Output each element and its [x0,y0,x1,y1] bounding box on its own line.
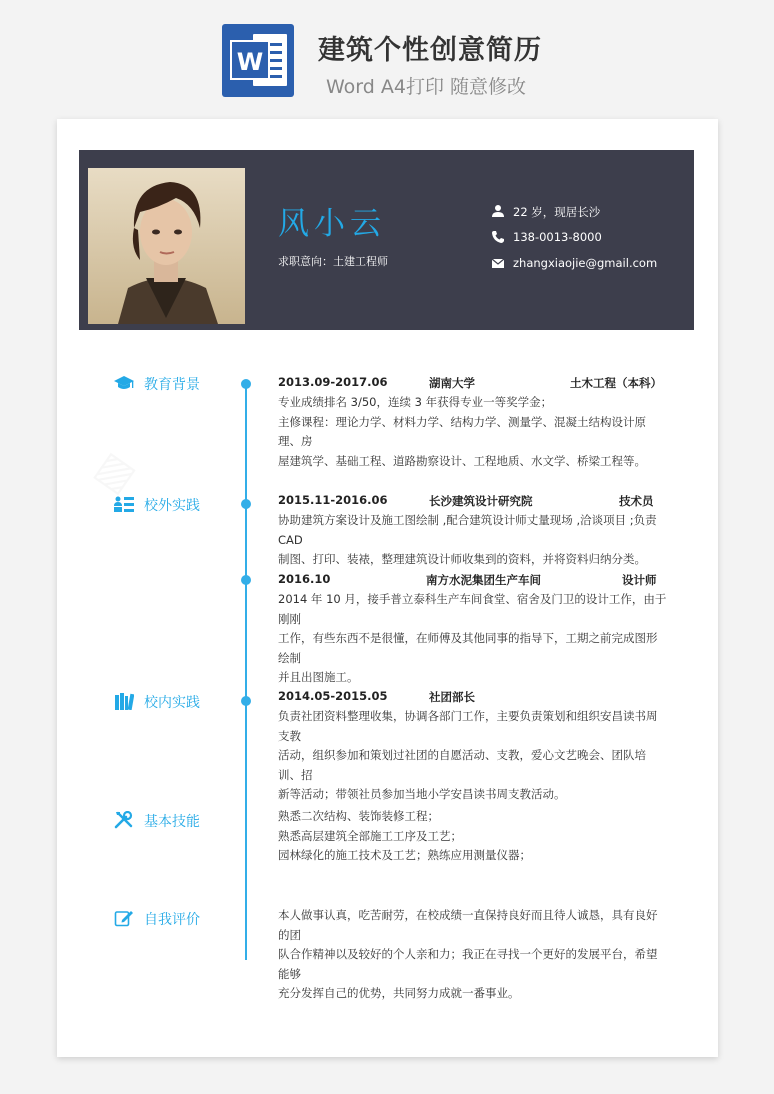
profile-banner [79,150,694,330]
entry-date: 2013.09-2017.06 [278,375,388,389]
entry-line: 活动，组织参加和策划过社团的自愿活动、支教，爱心文艺晚会、团队培训、招 [278,748,646,782]
entry-line: 专业成绩排名 3/50，连续 3 年获得专业一等奖学金； [278,395,553,409]
timeline-dot [241,575,251,585]
section-label: 基本技能 [144,814,200,830]
entry-line: 熟悉二次结构、装饰装修工程； [278,809,439,823]
internal-entry [278,689,668,805]
word-icon-letter: W [230,40,270,80]
external-entry [278,572,668,688]
entry-role: 设计师 [622,573,657,587]
header-title: 建筑个性创意简历 [318,35,542,66]
education-entry [278,375,668,471]
edit-icon [114,909,134,927]
phone-icon [491,230,505,244]
entry-line: 工作，有些东西不是很懂，在师傅及其他同事的指导下，工期之前完成图形绘制 [278,631,658,665]
person-icon [491,204,505,218]
external-entry [278,493,668,570]
entry-line: 本人做事认真，吃苦耐劳，在校成绩一直保持良好而且待人诚恳，具有良好的团 [278,908,658,942]
tools-icon [114,811,134,829]
skills-entry [278,807,668,866]
contact-text: 138-0013-8000 [513,230,602,244]
header-subtitle: Word A4打印 随意修改 [326,76,527,98]
entry-date: 2014.05-2015.05 [278,689,388,703]
entry-line: 熟悉高层建筑全部施工工序及工艺； [278,828,462,843]
entry-line: 园林绿化的施工技术及工艺；熟练应用测量仪器； [278,848,531,862]
contact-text: zhangxiaojie@gmail.com [513,256,658,270]
resume-page [57,119,718,1057]
entry-line: 充分发挥自己的优势，共同努力成就一番事业。 [278,986,520,1000]
entry-line: 制图、打印、装裱，整理建筑设计师收集到的资料，并将资料归纳分类。 [278,552,646,566]
entry-line: 队合作精神以及较好的个人亲和力；我正在寻找一个更好的发展平台，希望能够 [278,947,658,981]
timeline-line [245,382,247,960]
entry-line: 并且出图施工。 [278,670,359,684]
id-card-icon [114,495,134,513]
section-label: 教育背景 [144,377,200,393]
self-entry [278,906,668,1004]
entry-line: 负责社团资料整理收集，协调各部门工作，主要负责策划和组织安昌读书周支教 [278,709,658,743]
entry-org: 湖南大学 [429,376,475,390]
timeline-dot [241,499,251,509]
watermark [87,442,144,501]
entry-line: 协助建筑方案设计及施工图绘制 ,配合建筑设计师丈量现场 ,洽谈项目 ;负责 CAD [278,513,657,547]
entry-role: 技术员 [619,494,654,508]
entry-org: 南方水泥集团生产车间 [426,573,541,587]
entry-line: 新等活动；带领社员参加当地小学安昌读书周支教活动。 [278,787,566,801]
entry-line: 2014 年 10 月，接手普立泰科生产车间食堂、宿舍及门卫的设计工作，由于刚刚 [278,592,667,626]
entry-org: 长沙建筑设计研究院 [429,494,533,508]
profile-photo [88,168,245,324]
graduation-cap-icon [114,374,134,392]
entry-date: 2016.10 [278,572,331,586]
timeline-dot [241,696,251,706]
job-objective: 求职意向：土建工程师 [278,255,388,268]
candidate-name: 风小云 [278,206,386,242]
entry-line: 屋建筑学、基础工程、道路勘察设计、工程地质、水文学、桥梁工程等。 [278,453,646,468]
timeline-dot [241,379,251,389]
mail-icon [491,256,505,270]
books-icon [114,692,134,710]
contact-text: 22 岁，现居长沙 [513,205,601,219]
entry-role: 土木工程（本科） [570,376,662,390]
section-label: 自我评价 [144,912,200,928]
entry-line: 主修课程：理论力学、材料力学、结构力学、测量学、混凝土结构设计原理、房 [278,414,646,448]
section-label: 校内实践 [144,695,200,711]
entry-org: 社团部长 [429,690,475,704]
section-label: 校外实践 [144,498,200,514]
top-header [0,0,774,112]
entry-date: 2015.11-2016.06 [278,493,388,507]
word-icon [222,24,294,97]
